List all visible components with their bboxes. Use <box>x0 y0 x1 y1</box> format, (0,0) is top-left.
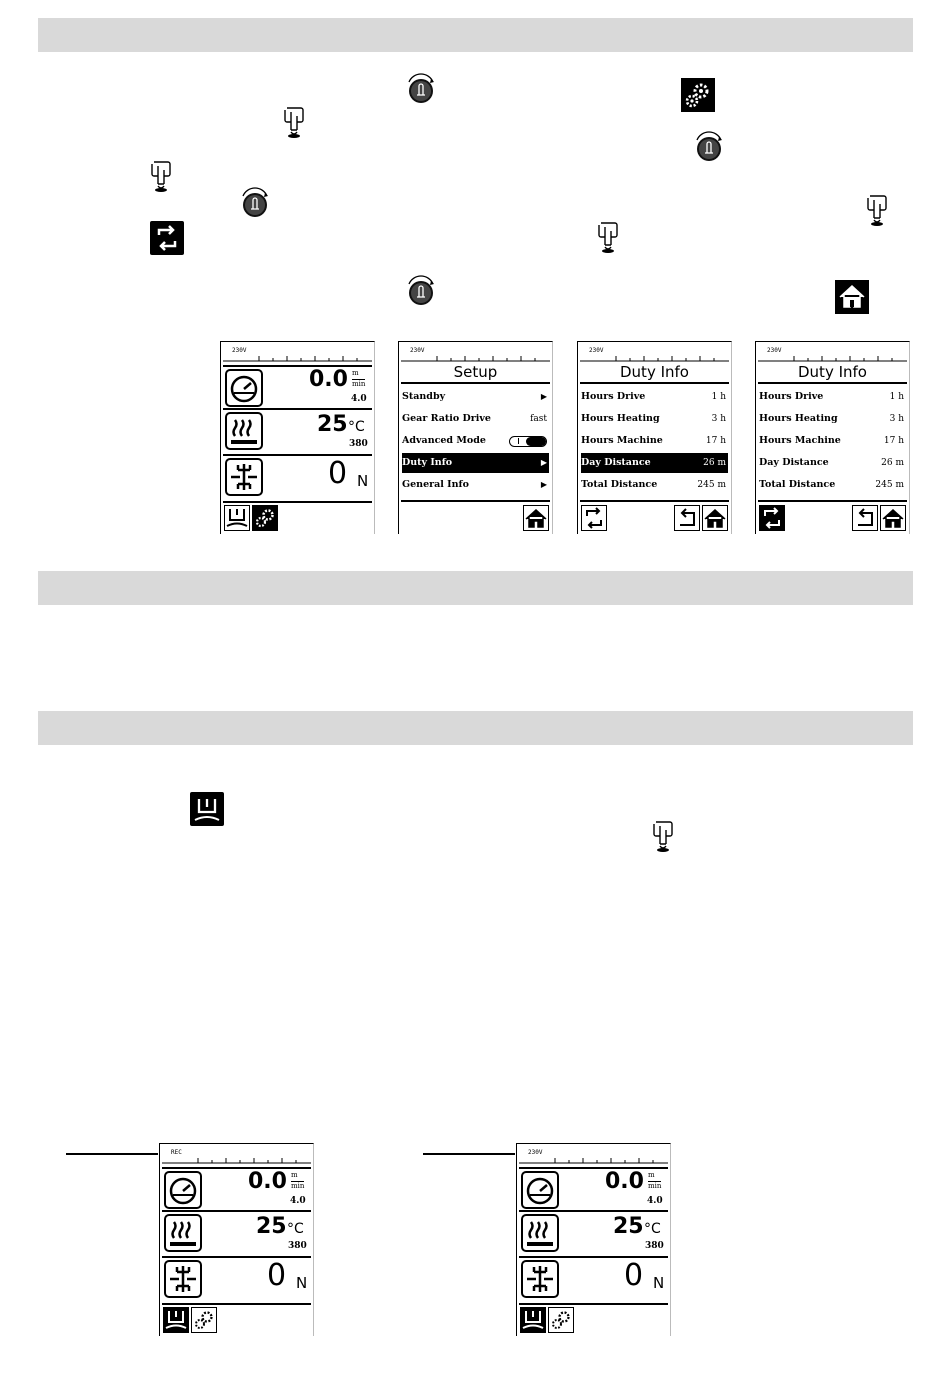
press-icon <box>595 219 621 255</box>
gear-icon <box>681 78 715 112</box>
settings-button[interactable] <box>252 505 278 531</box>
temp-set: 380 <box>349 439 368 449</box>
row-hours-machine: Hours Machine 17 h <box>581 435 726 446</box>
display-main-view <box>220 341 375 534</box>
speed-set: 4.0 <box>290 1196 306 1206</box>
temp-set: 380 <box>288 1241 307 1251</box>
display-rec-view-2 <box>516 1143 671 1336</box>
menu-title: Duty Info <box>798 363 867 381</box>
temp-unit: °C <box>287 1221 304 1237</box>
callout-line-1 <box>66 1153 158 1155</box>
press-icon <box>148 158 174 194</box>
speed-unit-top: m <box>648 1171 655 1179</box>
reset-button-active[interactable] <box>759 505 785 531</box>
callout-line-2 <box>423 1153 515 1155</box>
section-bar-1 <box>38 18 913 52</box>
row-hours-machine: Hours Machine 17 h <box>759 435 904 446</box>
press-icon <box>650 818 676 854</box>
back-button[interactable] <box>852 505 878 531</box>
row-hours-drive: Hours Drive 1 h <box>581 391 726 402</box>
speed-value: 0.0 <box>309 367 348 392</box>
speed-value: 0.0 <box>248 1169 287 1194</box>
press-icon <box>281 104 307 140</box>
speed-unit-top: m <box>352 369 359 377</box>
display-setup-menu <box>398 341 553 534</box>
reset-button[interactable] <box>581 505 607 531</box>
menu-title: Duty Info <box>620 363 689 381</box>
menu-item-duty-info[interactable]: Duty Info ▶ <box>402 453 549 473</box>
speed-unit-bottom: min <box>291 1182 305 1190</box>
temp-unit: °C <box>348 419 365 435</box>
settings-button[interactable] <box>191 1307 217 1333</box>
speed-unit-bottom: min <box>352 380 366 388</box>
force-value: 0 <box>624 1258 644 1293</box>
home-icon <box>835 280 869 314</box>
force-tile <box>521 1260 559 1298</box>
force-tile <box>164 1260 202 1298</box>
voltage-label: 230V <box>232 347 247 354</box>
heat-tile <box>225 412 263 450</box>
voltage-label: 230V <box>767 347 782 354</box>
speed-set: 4.0 <box>647 1196 663 1206</box>
temp-unit: °C <box>644 1221 661 1237</box>
temp-value: 25 <box>317 412 348 437</box>
record-button-active[interactable] <box>520 1307 546 1333</box>
force-unit: N <box>296 1274 308 1292</box>
voltage-label: 230V <box>589 347 604 354</box>
speed-set: 4.0 <box>351 394 367 404</box>
heat-tile <box>164 1214 202 1252</box>
row-hours-heating: Hours Heating 3 h <box>581 413 726 424</box>
record-button-active[interactable] <box>163 1307 189 1333</box>
display-duty-info-1 <box>577 341 732 534</box>
speed-value: 0.0 <box>605 1169 644 1194</box>
speed-tile <box>521 1171 559 1209</box>
row-day-distance[interactable]: Day Distance 26 m <box>581 453 728 473</box>
record-icon <box>190 792 224 826</box>
home-button[interactable] <box>880 505 906 531</box>
settings-button[interactable] <box>548 1307 574 1333</box>
temp-value: 25 <box>613 1214 644 1239</box>
menu-title: Setup <box>453 363 498 381</box>
dial-icon <box>692 128 726 164</box>
row-total-distance: Total Distance 245 m <box>581 479 726 490</box>
record-button[interactable] <box>224 505 250 531</box>
dial-icon <box>404 272 438 308</box>
temp-set: 380 <box>645 1241 664 1251</box>
speed-unit-top: m <box>291 1171 298 1179</box>
force-tile <box>225 458 263 496</box>
row-hours-drive: Hours Drive 1 h <box>759 391 904 402</box>
row-total-distance: Total Distance 245 m <box>759 479 904 490</box>
section-bar-3 <box>38 711 913 745</box>
menu-item-standby[interactable]: Standby ▶ <box>402 391 547 402</box>
dial-icon <box>238 184 272 220</box>
voltage-label: 230V <box>410 347 425 354</box>
menu-item-advanced-mode[interactable]: Advanced Mode <box>402 431 549 451</box>
speed-unit-bottom: min <box>648 1182 662 1190</box>
force-value: 0 <box>328 456 348 491</box>
home-button[interactable] <box>702 505 728 531</box>
section-bar-2 <box>38 571 913 605</box>
force-unit: N <box>357 472 369 490</box>
back-button[interactable] <box>674 505 700 531</box>
menu-item-general-info[interactable]: General Info ▶ <box>402 479 547 490</box>
voltage-label: REC <box>171 1149 182 1156</box>
menu-item-gear-ratio[interactable]: Gear Ratio Drive fast <box>402 413 547 424</box>
speed-tile <box>225 369 263 407</box>
dial-icon <box>404 70 438 106</box>
force-value: 0 <box>267 1258 287 1293</box>
home-button[interactable] <box>523 505 549 531</box>
speed-tile <box>164 1171 202 1209</box>
row-day-distance: Day Distance 26 m <box>759 457 904 468</box>
press-icon <box>864 192 890 228</box>
voltage-label: 230V <box>528 1149 543 1156</box>
row-hours-heating: Hours Heating 3 h <box>759 413 904 424</box>
display-rec-view <box>159 1143 314 1336</box>
toggle-icon <box>150 221 184 255</box>
display-duty-info-2 <box>755 341 910 534</box>
heat-tile <box>521 1214 559 1252</box>
force-unit: N <box>653 1274 665 1292</box>
temp-value: 25 <box>256 1214 287 1239</box>
